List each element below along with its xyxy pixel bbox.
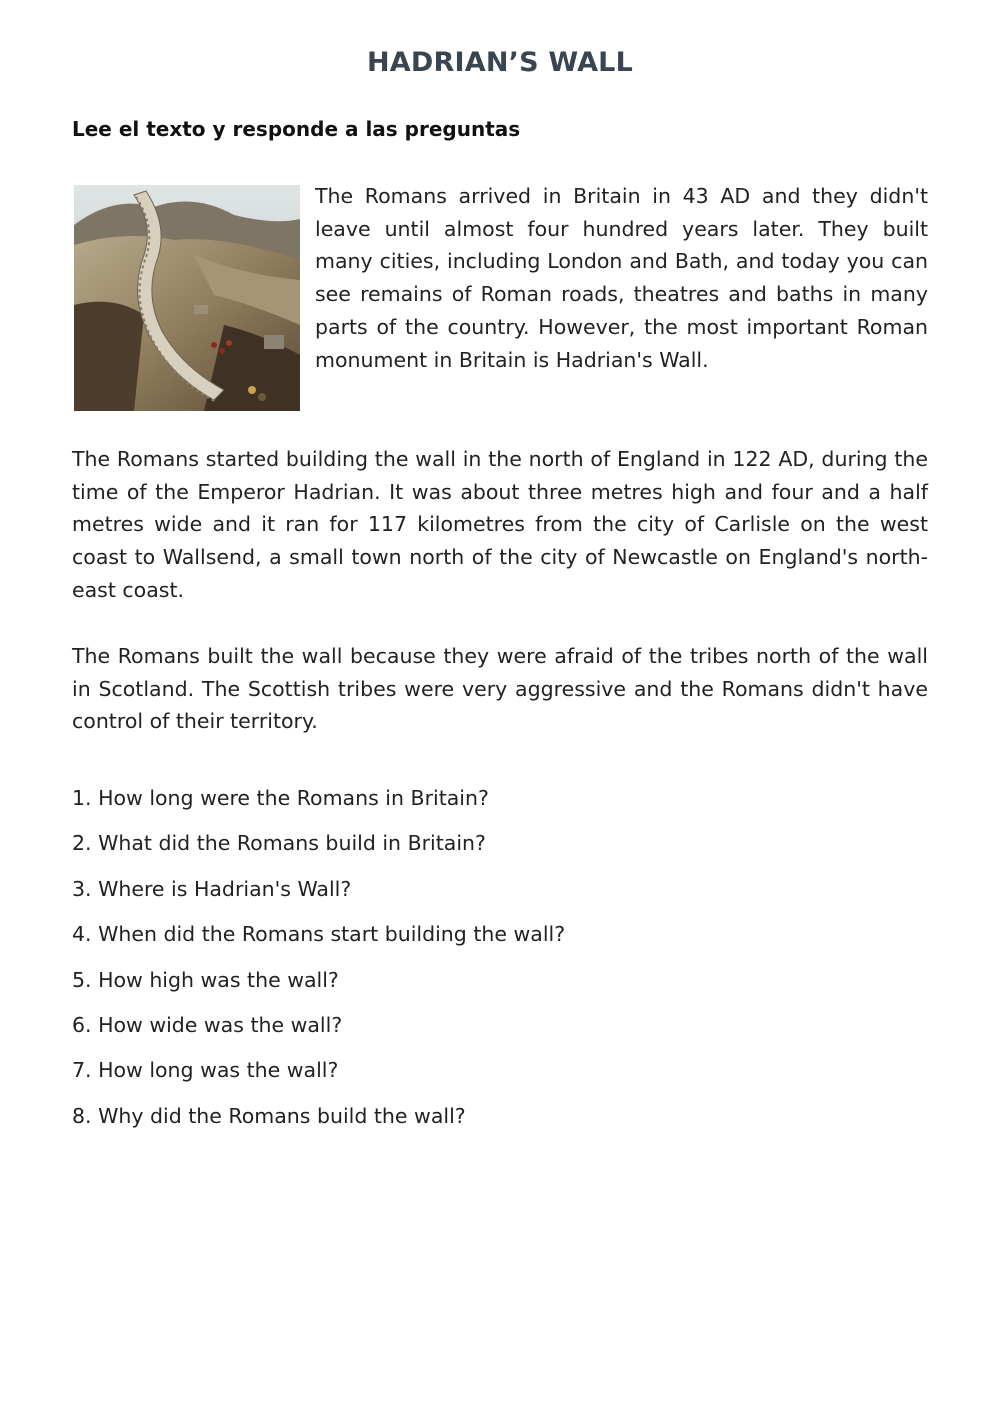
questions-list xyxy=(72,780,928,1143)
question-item: 3. Where is Hadrian's Wall? xyxy=(72,876,352,901)
construction-paragraph: The Romans started building the wall in the north of England in 122 AD, during the time of the Emperor Hadrian. It was about three metres high and four and a half metres wide and it ran for 117 kilometres from the city of Carlisle on the west coast to Wallsend, a small town north of the city of Newcastle on England's north-east coast. xyxy=(72,447,928,602)
page-title: HADRIAN’S WALL xyxy=(366,47,633,78)
wall-painting-image xyxy=(74,185,300,411)
reason-paragraph: The Romans built the wall because they were afraid of the tribes north of the wall in Scotland. The Scottish tribes were very aggressive and the Romans didn't have control of their territory. xyxy=(72,644,928,734)
question-item: 6. How wide was the wall? xyxy=(72,1012,343,1037)
instruction-heading: Lee el texto y responde a las preguntas xyxy=(72,117,521,141)
question-item: 1. How long were the Romans in Britain? xyxy=(72,786,489,810)
question-item: 2. What did the Romans build in Britain? xyxy=(72,831,486,856)
intro-paragraph: The Romans arrived in Britain in 43 AD and they didn't leave until almost four hundred years later. They built many cities, including London and Bath, and today you can see remains of Roman roads, theatres and baths in many parts of the country. However, the most important Roman monument in Britain is Hadrian's Wall. xyxy=(315,184,928,372)
question-item: 8. Why did the Romans build the wall? xyxy=(72,1103,466,1128)
hadrians-wall-illustration xyxy=(74,185,300,411)
question-item: 7. How long was the wall? xyxy=(72,1058,339,1083)
question-item: 5. How high was the wall? xyxy=(72,967,339,992)
question-item: 4. When did the Romans start building the wall? xyxy=(72,922,566,947)
